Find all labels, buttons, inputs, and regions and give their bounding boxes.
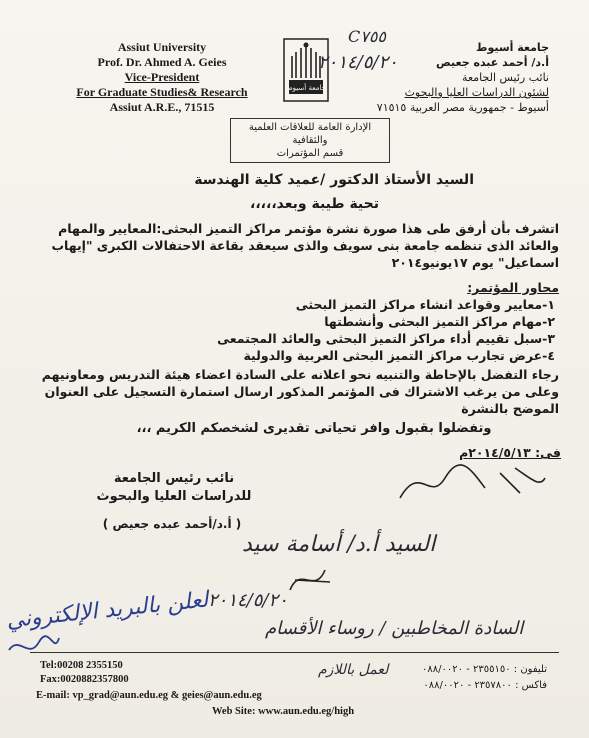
english-letterhead — [52, 40, 272, 115]
signature-title-2: للدراسات العليا والبحوث — [96, 489, 252, 504]
university-name-ar: جامعة أسيوط — [476, 41, 549, 54]
closing-line: وتفضلوا بقبول وافر تحياتى تقديرى لشخصكم الكريم ،،، — [136, 421, 492, 436]
handwritten-date-bottom: ٢٠١٤/٥/٢٠ — [208, 590, 288, 611]
position-en: Vice-President — [124, 70, 200, 84]
axis-item: ٢-مهام مراكز التميز البحثى وأنشطتها — [324, 314, 555, 329]
university-name-en: Assiut University — [117, 40, 207, 54]
stamp-line-1: الإدارة العامة للعلاقات العلمية والثقافية — [248, 122, 372, 146]
footer-tel: Tel:00208 2355150 — [40, 660, 123, 671]
handwritten-note-left: لعلن بالبريد الإلكتروني — [5, 587, 210, 634]
handwritten-note-3: لعمل باللازم — [318, 662, 389, 678]
axis-item: ١-معايير وقواعد انشاء مراكز التميز البحثى — [295, 297, 555, 312]
footer-email[interactable]: E-mail: vp_grad@aun.edu.eg & geies@aun.edu.eg — [36, 690, 262, 701]
paragraph-request: رجاء التفضل بالإحاطة والتنبيه نحو اعلانه على السادة اعضاء هيئة التدريس ومعاونيهم وعلى من يرغب الاشتراك فى المؤتمر المذكور ارسال استمارة التسجيل على العنوان الموضح بالنشرة — [41, 367, 559, 416]
office-ar: لشئون الدراسات العليا والبحوث — [404, 86, 549, 99]
greeting: تحية طيبة وبعد،،،،، — [250, 196, 379, 212]
handwritten-date-top: ٢٠١٤/٥/٢٠ — [318, 52, 398, 73]
handwritten-note-2: السادة المخاطبين / روساء الأقسام — [265, 618, 524, 639]
footer-tel-ar: تليفون : ٢٣٥٥١٥٠ - ٠٨٨/٠٠٢٠ — [422, 664, 547, 675]
footer-fax-ar: فاكس : ٢٣٥٧٨٠٠ - ٠٨٨/٠٠٢٠ — [423, 680, 547, 691]
professor-name-en: Prof. Dr. Ahmed A. Geies — [97, 55, 227, 69]
footer-fax: Fax:0020882357800 — [40, 674, 129, 685]
address-en: Assiut A.R.E., 71515 — [109, 100, 215, 114]
signature-name: ( أ.د/أحمد عبده جعيص ) — [102, 517, 242, 531]
conference-axes-title: محاور المؤتمر: — [467, 280, 559, 295]
footer-website[interactable]: Web Site: www.aun.edu.eg/high — [212, 706, 355, 717]
address-ar: أسيوط - جمهورية مصر العربية ٧١٥١٥ — [376, 101, 549, 114]
salutation: السيد الأستاذ الدكتور /عميد كلية الهندسة — [194, 172, 474, 188]
handwritten-note-1: السيد أ.د/ أسامة سيد — [242, 532, 436, 557]
axis-item: ٤-عرض تجارب مراكز التميز البحثى العربية والدولية — [243, 348, 555, 363]
stamp-line-2: قسم المؤتمرات — [276, 148, 344, 159]
signature-block — [94, 470, 254, 506]
conference-axes-list — [27, 296, 555, 364]
initials-scribble — [280, 560, 340, 600]
signature-scribble — [390, 458, 550, 508]
letter-date: فى: ٢٠١٤/٥/١٣م — [459, 445, 561, 460]
professor-name-ar: أ.د/ أحمد عبده جعيص — [435, 56, 549, 69]
axis-item: ٣-سبل تقييم أداء مراكز التميز البحثى والعائد المجتمعى — [217, 331, 555, 346]
signature-title-1: نائب رئيس الجامعة — [113, 471, 235, 486]
handwritten-reference: C٧٥٥ — [348, 27, 387, 46]
department-stamp — [230, 118, 390, 163]
position-ar: نائب رئيس الجامعة — [462, 71, 549, 84]
logo-text: جامعة أسيوط — [286, 84, 326, 92]
left-scribble — [4, 630, 64, 664]
office-en: For Graduate Studies& Research — [76, 85, 248, 99]
footer-divider — [30, 652, 559, 653]
paragraph-intro: اتشرف بأن أرفق طى هذا صورة نشرة مؤتمر مراكز التميز البحثى:المعايير والمهام والعائد الذى تنظمه جامعة بنى سويف والذى سيعقد بقاعة الاحتفالات الكبرى "إيهاب اسماعيل" يوم ١٧يونيو٢٠١٤ — [51, 221, 559, 270]
